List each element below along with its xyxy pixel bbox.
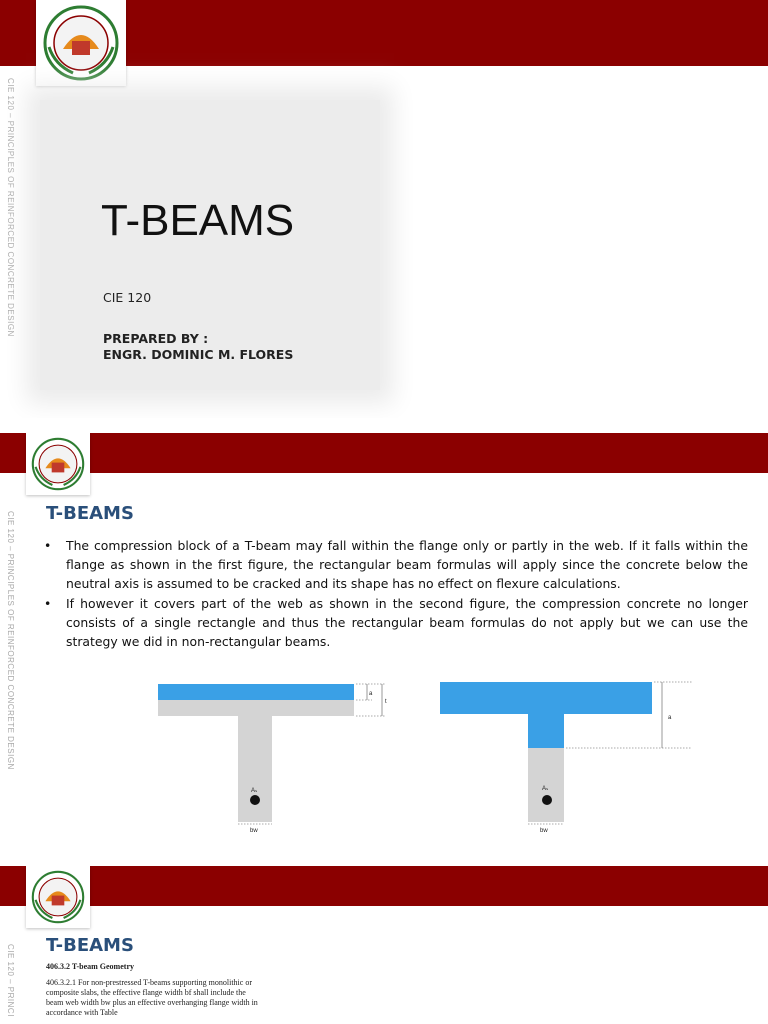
section-heading: T-BEAMS <box>46 935 134 956</box>
web-shape <box>238 716 272 822</box>
university-logo <box>36 0 126 86</box>
web-width-label: bw <box>250 828 258 834</box>
flange-shape <box>440 682 652 714</box>
university-logo <box>26 866 90 928</box>
university-seal-icon <box>41 3 121 83</box>
author-name: ENGR. DOMINIC M. FLORES <box>103 347 294 362</box>
a-depth-label: a <box>369 691 373 697</box>
web-width-label: bw <box>540 828 548 834</box>
t-beam-figure-web-compression <box>434 676 704 836</box>
code-section-text: 406.3.2.1 For non-prestressed T-beams supporting monolithic or composite slabs, the effective flange width bf shall include the beam web width bw plus an effective overhanging flange width in accordance with Table <box>46 978 258 1017</box>
course-code: CIE 120 <box>103 290 152 305</box>
bullet-text: If however it covers part of the web as shown in the second figure, the compression concrete no longer consists of a single rectangle and thus the rectangular beam formulas do not apply but we can use the strategy we did in non-rectangular beams. <box>66 595 748 650</box>
bullet-symbol: • <box>44 595 52 611</box>
slide-title <box>0 0 768 418</box>
section-heading: T-BEAMS <box>46 503 134 524</box>
steel-area-label: Aₛ <box>542 786 549 792</box>
university-seal-icon <box>30 436 86 492</box>
bullet-symbol: • <box>44 538 52 553</box>
vertical-course-caption: CIE 120 – PRINCI <box>6 944 15 1017</box>
slide-banner <box>0 433 768 473</box>
university-seal-icon <box>30 869 86 925</box>
rebar-circle <box>542 795 552 805</box>
code-section-heading: 406.3.2 T-beam Geometry <box>46 962 134 971</box>
vertical-course-caption: CIE 120 – PRINCIPLES OF REINFORCED CONCRETE DESIGN <box>6 78 15 337</box>
bullet-item <box>44 594 748 652</box>
slide-banner <box>0 866 768 906</box>
bullet-item <box>44 536 748 594</box>
steel-area-label: Aₛ <box>251 788 258 794</box>
compression-block-web <box>528 714 564 748</box>
t-thickness-label: t <box>385 699 387 705</box>
rebar-circle <box>250 795 260 805</box>
slide-title-text: T-BEAMS <box>101 196 295 245</box>
t-beam-figure-flange-only <box>150 676 410 836</box>
bullet-list <box>44 536 748 651</box>
prepared-by-label: PREPARED BY : <box>103 331 209 346</box>
bullet-text: The compression block of a T-beam may fall within the flange only or partly in the web. If it falls within the flange as shown in the first figure, the rectangular beam formulas will apply since the concrete below the neutral axis is assumed to be cracked and its shape has no effect on flexure calculations. <box>66 538 748 592</box>
code-excerpt <box>46 962 258 1024</box>
compression-block <box>158 684 354 700</box>
a-depth-label: a <box>668 715 672 721</box>
university-logo <box>26 433 90 495</box>
vertical-course-caption: CIE 120 – PRINCIPLES OF REINFORCED CONCRETE DESIGN <box>6 511 15 770</box>
